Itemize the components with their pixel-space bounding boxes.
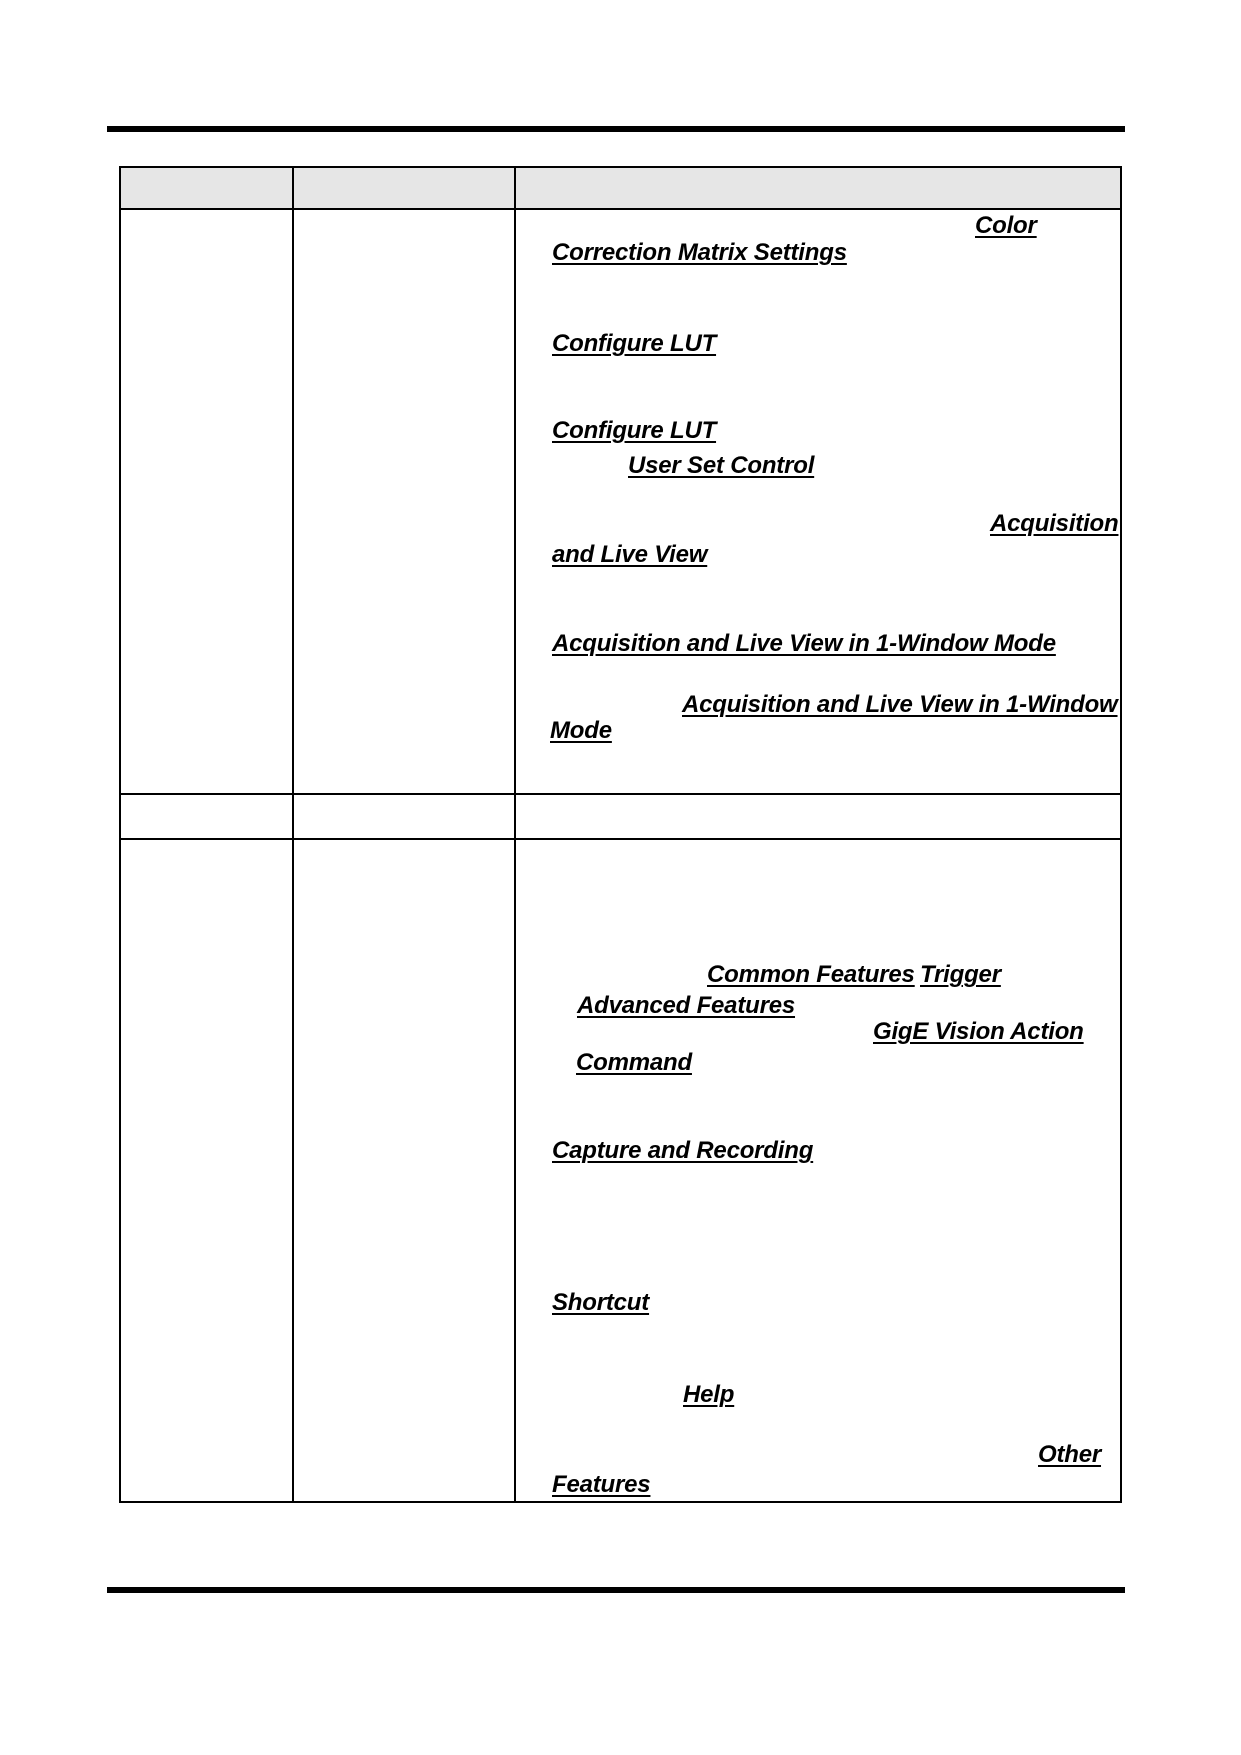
link-trigger[interactable]: Trigger	[920, 961, 1001, 988]
link-capture-and-recording[interactable]: Capture and Recording	[552, 1137, 814, 1164]
link-correction-matrix-settings[interactable]: Correction Matrix Settings	[552, 239, 847, 266]
link-user-set-control[interactable]: User Set Control	[628, 452, 815, 479]
link-advanced-features[interactable]: Advanced Features	[577, 992, 796, 1019]
link-configure-lut-2[interactable]: Configure LUT	[552, 417, 717, 444]
bottom-page-rule	[107, 1587, 1125, 1593]
link-other[interactable]: Other	[1038, 1441, 1102, 1468]
top-page-rule	[107, 126, 1125, 132]
link-color[interactable]: Color	[975, 212, 1037, 239]
link-common-features[interactable]: Common Features	[707, 961, 915, 988]
link-configure-lut-1[interactable]: Configure LUT	[552, 330, 717, 357]
link-shortcut[interactable]: Shortcut	[552, 1289, 650, 1316]
row-divider-2	[121, 838, 1120, 840]
link-acquisition-1-window[interactable]: Acquisition and Live View in 1-Window	[682, 691, 1118, 718]
row-divider-1	[121, 793, 1120, 795]
link-help[interactable]: Help	[683, 1381, 735, 1408]
link-gige-vision-action[interactable]: GigE Vision Action	[873, 1018, 1084, 1045]
table-header-row	[121, 168, 1120, 210]
link-mode[interactable]: Mode	[550, 717, 612, 744]
link-command[interactable]: Command	[576, 1049, 692, 1076]
link-acquisition[interactable]: Acquisition	[990, 510, 1119, 537]
column-divider-2	[514, 168, 516, 1501]
link-and-live-view[interactable]: and Live View	[552, 541, 708, 568]
column-divider-1	[292, 168, 294, 1501]
link-features[interactable]: Features	[552, 1471, 651, 1498]
link-acquisition-1-window-mode[interactable]: Acquisition and Live View in 1-Window Mode	[552, 630, 1056, 657]
